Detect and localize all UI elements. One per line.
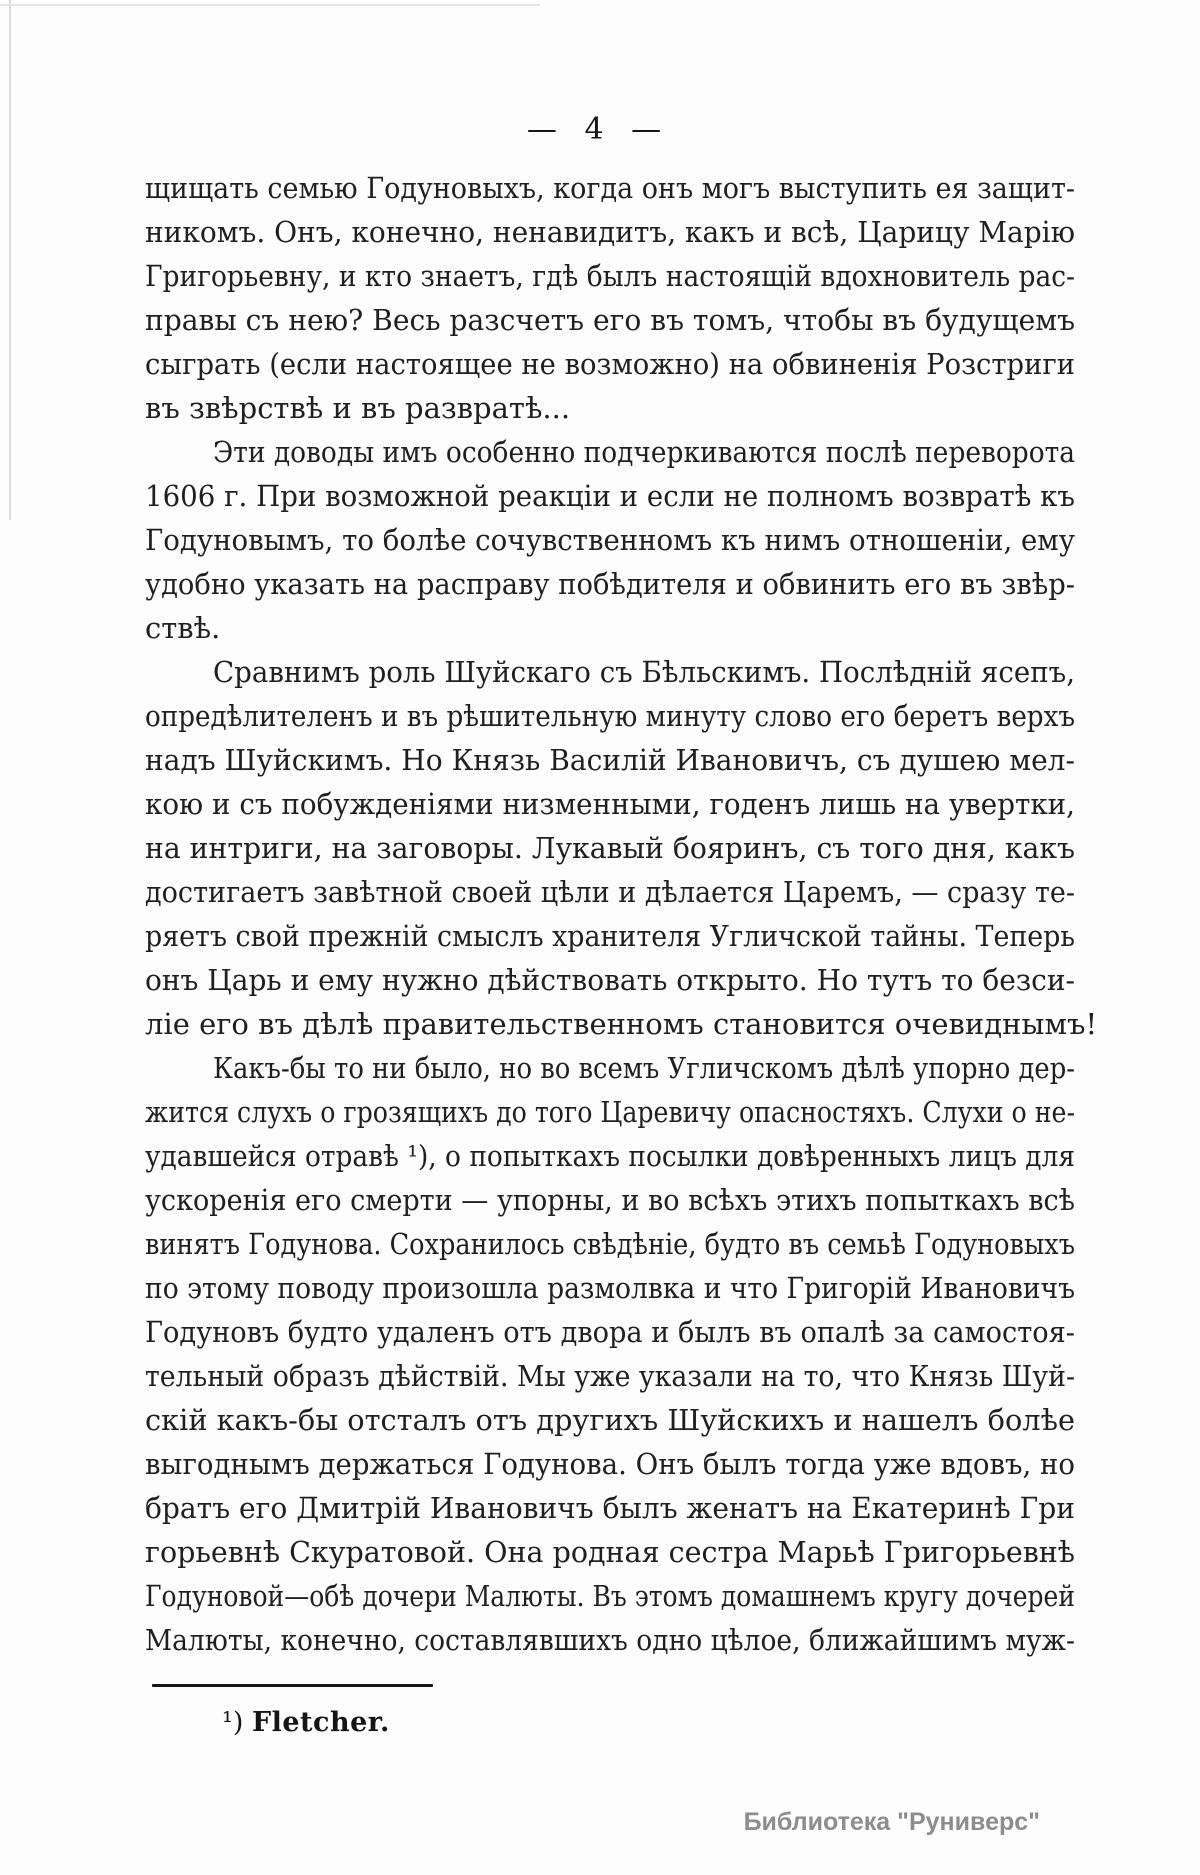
text-line: 1606 г. При возможной реакціи и если не полномъ возвратѣ къ [145, 479, 1075, 513]
text-line: удавшейся отравѣ ¹), о попыткахъ посылки довѣренныхъ лицъ для [145, 1139, 1075, 1173]
page-number: — 4 — [526, 112, 662, 147]
text-line: опредѣлителенъ и въ рѣшительную минуту слово его беретъ верхъ [145, 699, 1075, 733]
text-line: Какъ-бы то ни было, но во всемъ Угличскомъ дѣлѣ упорно дер- [213, 1051, 1075, 1085]
text-line: ускоренія его смерти — упорны, и во всѣхъ этихъ попыткахъ всѣ [145, 1183, 1075, 1217]
footnote-divider [152, 1684, 433, 1687]
text-line: Годуновой—обѣ дочери Малюты. Въ этомъ домашнемъ кругу дочерей [145, 1579, 1075, 1613]
text-line: выгоднымъ держаться Годунова. Онъ былъ тогда уже вдовъ, но [145, 1447, 1075, 1481]
text-line: Эти доводы имъ особенно подчеркиваются послѣ переворота [213, 435, 1075, 469]
text-line: горьевнѣ Скуратовой. Она родная сестра Марьѣ Григорьевнѣ [145, 1535, 1075, 1569]
text-line: ряетъ свой прежній смыслъ хранителя Угличской тайны. Теперь [145, 919, 1075, 953]
text-line: Малюты, конечно, составлявшихъ одно цѣлое, ближайшимъ муж- [145, 1623, 1075, 1657]
text-line: ствѣ. [145, 611, 221, 645]
text-line: жится слухъ о грозящихъ до того Царевичу опасностяхъ. Слухи о не- [145, 1095, 1075, 1129]
text-line: въ звѣрствѣ и въ развратѣ... [145, 391, 571, 425]
text-line: винятъ Годунова. Сохранилось свѣдѣніе, будто въ семьѣ Годуновыхъ [145, 1227, 1075, 1261]
paragraph [145, 430, 1075, 650]
text-line: Годуновымъ, то болѣе сочувственномъ къ нимъ отношеніи, ему [145, 523, 1075, 557]
text-line: на интриги, на заговоры. Лукавый бояринъ, съ того дня, какъ [145, 831, 1075, 865]
text-line: сыграть (если настоящее не возможно) на обвиненія Розстриги [145, 347, 1075, 381]
scan-edge-artifact-left [9, 0, 11, 520]
text-line: Годуновъ будто удаленъ отъ двора и былъ въ опалѣ за самостоя- [145, 1315, 1075, 1349]
text-line: тельный образъ дѣйствій. Мы уже указали на то, что Князь Шуй- [145, 1359, 1075, 1393]
footnote [222, 1706, 390, 1740]
footnote-text: Fletcher. [251, 1707, 390, 1738]
paragraph [145, 650, 1098, 1046]
text-line: братъ его Дмитрій Ивановичъ былъ женатъ на Екатеринѣ Гри [145, 1491, 1075, 1525]
text-line: Григорьевну, и кто знаетъ, гдѣ былъ настоящій вдохновитель рас- [145, 259, 1075, 293]
text-line: правы съ нею? Весь разсчетъ его въ томъ, чтобы въ будущемъ [145, 303, 1075, 337]
text-line: кою и съ побужденіями низменными, годенъ лишь на увертки, [145, 787, 1075, 821]
scan-edge-artifact-top [0, 4, 540, 6]
text-line: щищать семью Годуновыхъ, когда онъ могъ выступить ея защит- [145, 171, 1075, 205]
text-line: надъ Шуйскимъ. Но Князь Василій Ивановичъ, съ душею мел- [145, 743, 1075, 777]
text-line: онъ Царь и ему нужно дѣйствовать открыто. Но тутъ то безси- [145, 963, 1075, 997]
text-line: ліе его въ дѣлѣ правительственномъ становится очевиднымъ! [145, 1007, 1098, 1041]
text-line: по этому поводу произошла размолвка и что Григорій Ивановичъ [145, 1271, 1075, 1305]
paragraph [145, 166, 1075, 430]
paragraph [145, 1046, 1075, 1662]
footnote-marker: ¹) [222, 1707, 244, 1738]
text-line: никомъ. Онъ, конечно, ненавидитъ, какъ и всѣ, Царицу Марію [145, 215, 1075, 249]
text-line: удобно указать на расправу побѣдителя и обвинить его въ звѣр- [145, 567, 1075, 601]
text-line: скій какъ-бы отсталъ отъ другихъ Шуйскихъ и нашелъ болѣе [145, 1403, 1075, 1437]
page-body-text [145, 166, 1098, 1662]
library-watermark: Библиотека "Руниверс" [743, 1808, 1040, 1836]
text-line: Сравнимъ роль Шуйскаго съ Бѣльскимъ. Послѣдній ясепъ, [213, 655, 1075, 689]
text-line: достигаетъ завѣтной своей цѣли и дѣлается Царемъ, — сразу те- [145, 875, 1075, 909]
